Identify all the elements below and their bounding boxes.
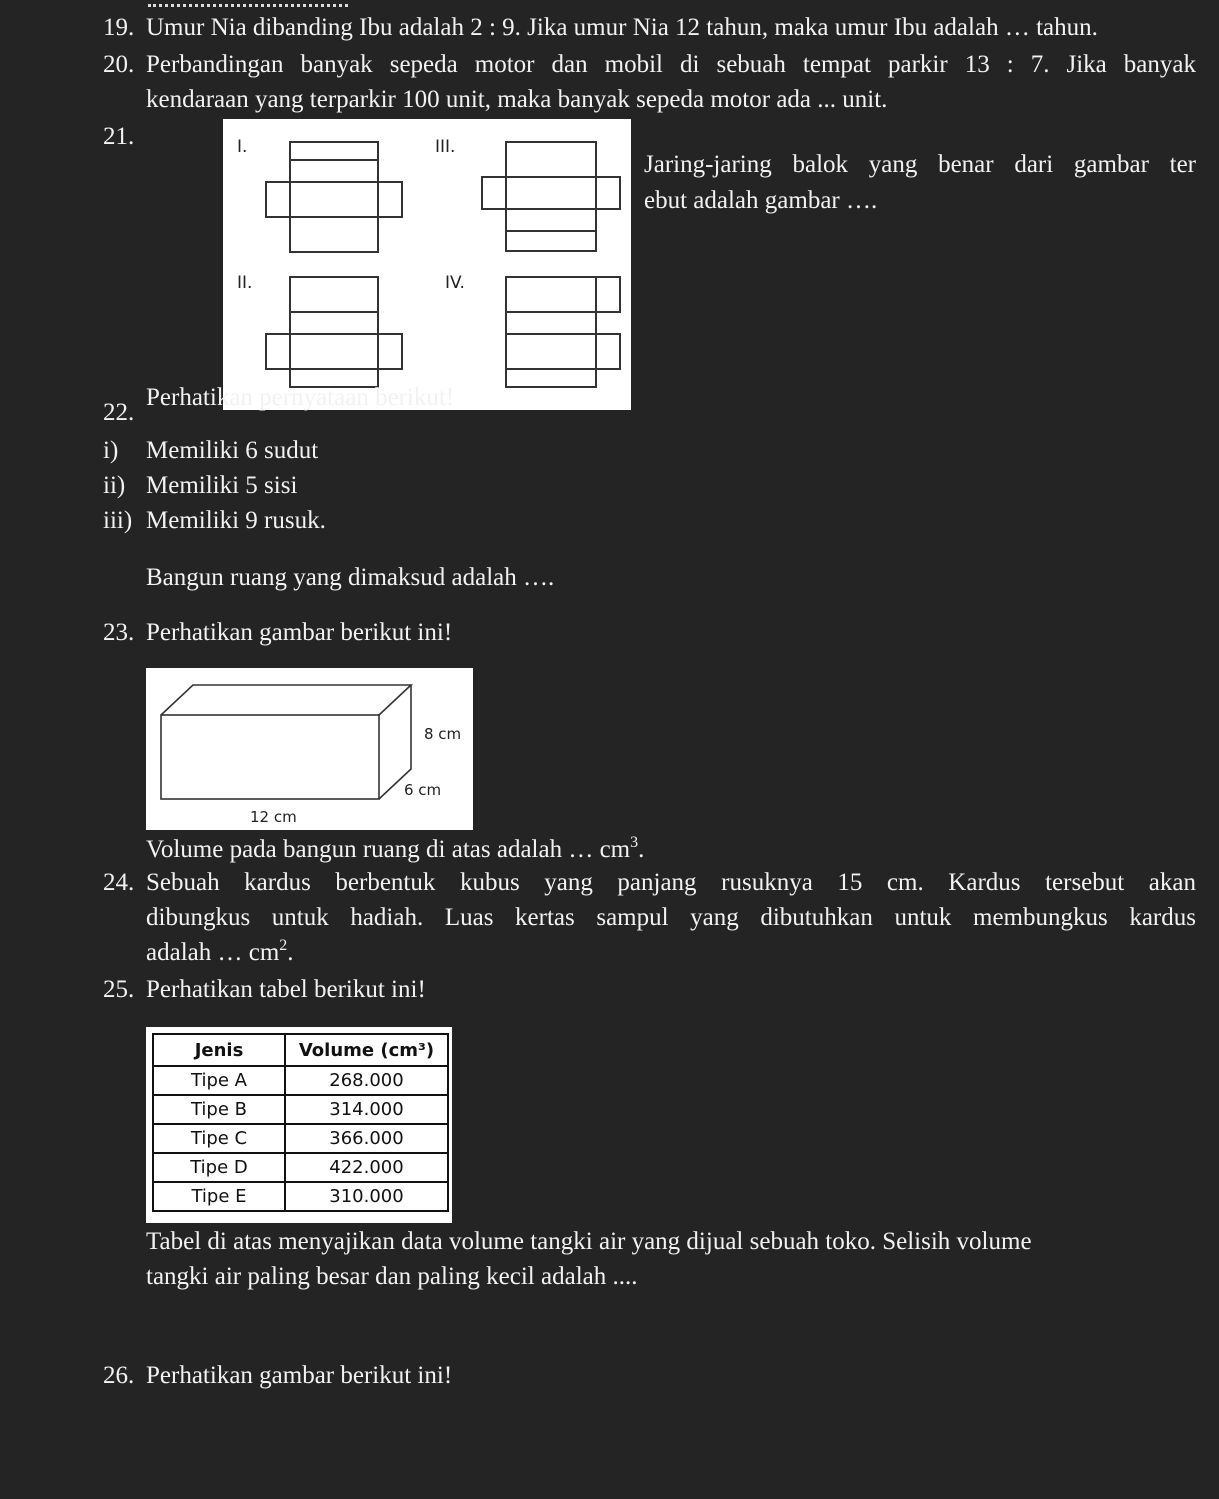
cell-jenis: Tipe D [153,1153,285,1182]
cuboid-nets-figure [223,119,631,410]
q22-item2-text: Memiliki 5 sisi [146,472,298,499]
q21-text-line2: ebut adalah gambar …. [644,187,878,214]
q24-line3 [146,939,294,967]
cell-volume: 422.000 [285,1153,448,1182]
header-jenis: Jenis [153,1034,285,1066]
q20-line1: Perbandingan banyak sepeda motor dan mobil di sebuah tempat parkir 13 : 7. Jika banyak [146,51,1196,78]
q26-number: 26. [103,1362,135,1389]
header-volume: Volume (cm³) [285,1034,448,1066]
q24-line3-text: adalah … [146,939,243,966]
q22-item1-mark: i) [103,437,119,464]
q23-unit: cm [599,836,631,863]
length-label: 12 cm [250,808,297,826]
q24-line2: dibungkus untuk hadiah. Luas kertas sampul yang dibutuhkan untuk membungkus kardus [146,904,1196,931]
q22-item3-text: Memiliki 9 rusuk. [146,507,326,534]
net-label-4: IV. [445,273,465,293]
q22-item1-text: Memiliki 6 sudut [146,437,319,464]
q24-unit: cm [248,939,280,966]
q26-intro: Perhatikan gambar berikut ini! [146,1362,453,1389]
q22-item2-mark: ii) [103,472,126,499]
table-row [153,1182,448,1211]
table-row [153,1095,448,1124]
q23-unit-exponent: 3 [630,834,639,851]
q25-intro: Perhatikan tabel berikut ini! [146,976,426,1003]
q24-line1: Sebuah kardus berbentuk kubus yang panjang rusuknya 15 cm. Kardus tersebut akan [146,869,1196,896]
height-label: 8 cm [424,725,462,743]
q20-number: 20. [103,51,135,78]
q25-line1: Tabel di atas menyajikan data volume tangki air yang dijual sebuah toko. Selisih volume [146,1228,1032,1255]
net-3 [482,142,620,251]
q24-unit-exponent: 2 [279,937,288,954]
cell-jenis: Tipe A [153,1066,285,1095]
net-4 [506,277,620,387]
q24-end: . [287,939,294,966]
q19-number: 19. [103,14,135,41]
cut-off-text [103,0,403,6]
cuboid-top-face [161,685,411,715]
q22-number: 22. [103,399,135,426]
net-2 [266,277,402,387]
q25-number: 25. [103,976,135,1003]
q21-number: 21. [103,123,135,150]
cell-jenis: Tipe E [153,1182,285,1211]
q19-text: Umur Nia dibanding Ibu adalah 2 : 9. Jika umur Nia 12 tahun, maka umur Ibu adalah … tahun. [146,14,1098,41]
cell-jenis: Tipe B [153,1095,285,1124]
q22-question: Bangun ruang yang dimaksud adalah …. [146,564,555,591]
cell-jenis: Tipe C [153,1124,285,1153]
net-label-3: III. [435,137,456,157]
table-row [153,1124,448,1153]
net-label-2: II. [237,273,253,293]
cuboid-figure [146,668,473,830]
q23-question [146,836,644,864]
q22-item3-mark: iii) [103,507,133,534]
net-label-1: I. [237,137,248,157]
cuboid-front-face [161,715,379,799]
q25-line2: tangki air paling besar dan paling kecil adalah .... [146,1263,638,1290]
q23-end: . [638,836,645,863]
q23-question-text: Volume pada bangun ruang di atas adalah … [146,836,594,863]
q21-text-line1: Jaring-jaring balok yang benar dari gambar ter [644,151,1196,178]
cell-volume: 310.000 [285,1182,448,1211]
q24-number: 24. [103,869,135,896]
cell-volume: 366.000 [285,1124,448,1153]
q23-number: 23. [103,619,135,646]
depth-label: 6 cm [404,781,442,799]
q20-line2: kendaraan yang terparkir 100 unit, maka banyak sepeda motor ada ... unit. [146,86,888,113]
cell-volume: 268.000 [285,1066,448,1095]
net-1 [266,142,402,252]
table-row [153,1066,448,1095]
cell-volume: 314.000 [285,1095,448,1124]
q22-intro: Perhatikan pernyataan berikut! [146,384,455,411]
volume-table [152,1033,449,1212]
table-row [153,1153,448,1182]
table-header-row [153,1034,448,1066]
q23-intro: Perhatikan gambar berikut ini! [146,619,453,646]
